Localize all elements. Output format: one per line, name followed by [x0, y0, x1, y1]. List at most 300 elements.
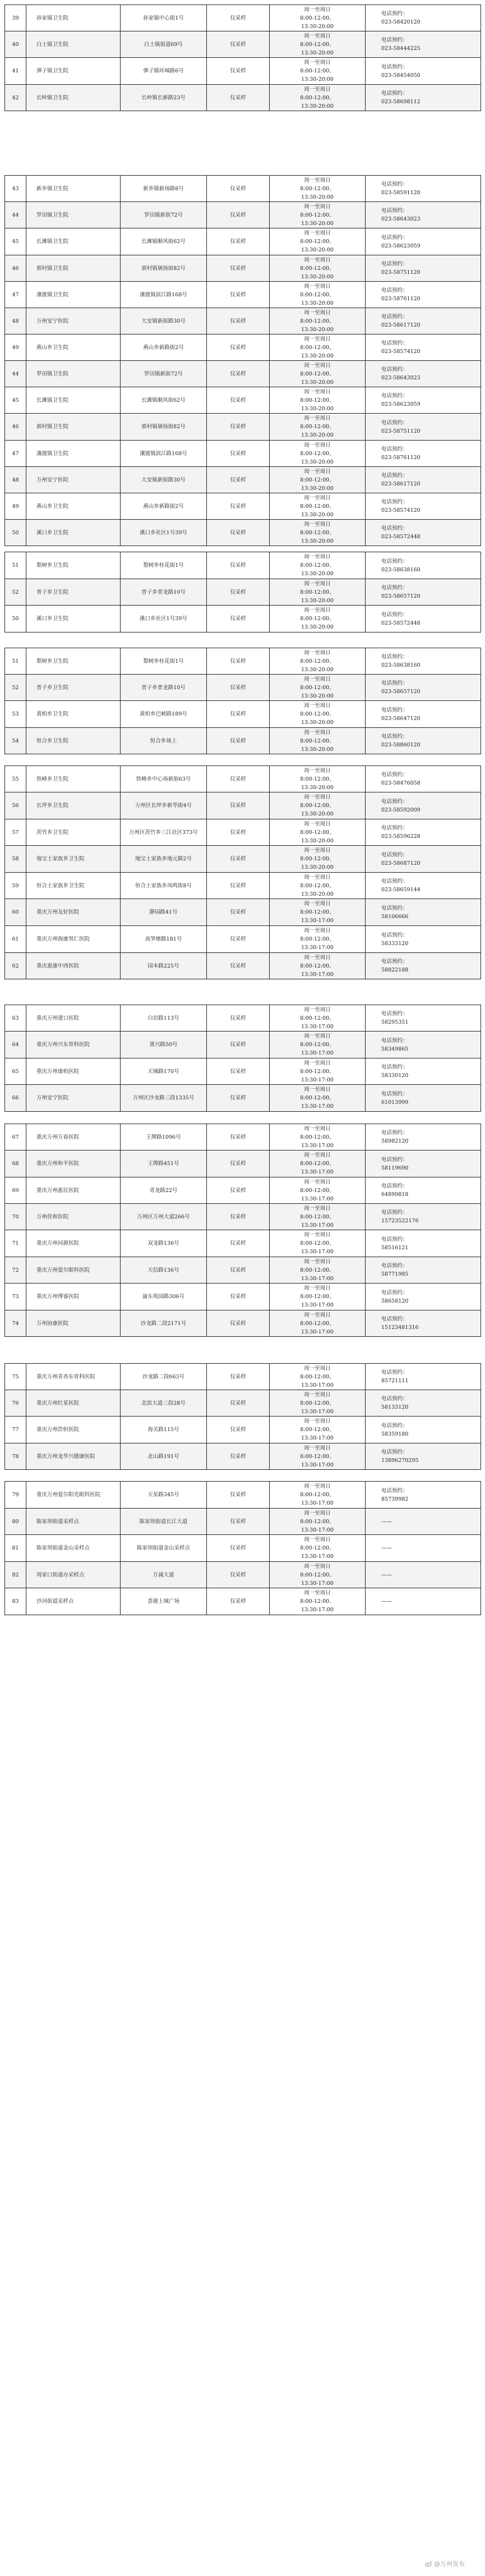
opening-hours — [270, 1177, 366, 1204]
phone-booking — [366, 1588, 481, 1615]
hours-line: 8:00-12:00、 — [300, 476, 335, 483]
service-type: 仅采样 — [207, 579, 270, 606]
row-number: 46 — [5, 414, 26, 441]
phone-booking — [366, 85, 481, 111]
phone-line: 电话预约： — [381, 181, 408, 187]
site-name: 孙家镇卫生院 — [26, 5, 121, 31]
site-name: 普子乡卫生院 — [26, 675, 121, 701]
table-row — [5, 648, 481, 675]
hours-line: 13:30-20:00 — [301, 891, 334, 897]
hours-line: 8:00-12:00、 — [300, 882, 335, 889]
opening-hours — [270, 1482, 366, 1509]
hours-line: 周一至周日 — [304, 494, 331, 501]
phone-line: 58133120 — [381, 1404, 409, 1410]
opening-hours — [270, 387, 366, 414]
phone-line: 58106666 — [381, 913, 409, 920]
phone-booking — [366, 792, 481, 819]
opening-hours — [270, 1310, 366, 1337]
hours-line: 周一至周日 — [304, 1563, 331, 1570]
phone-booking — [366, 520, 481, 546]
site-name: 重庆万州建口医院 — [26, 1005, 121, 1032]
phone-line: 58119690 — [381, 1165, 409, 1171]
phone-booking — [366, 1124, 481, 1151]
service-type: 仅采样 — [207, 31, 270, 58]
service-type: 仅采样 — [207, 899, 270, 926]
opening-hours — [270, 308, 366, 334]
hours-line: 8:00-12:00、 — [300, 1492, 335, 1498]
table-row — [5, 926, 481, 953]
service-type: 仅采样 — [207, 1417, 270, 1443]
phone-line: 023-58761120 — [381, 455, 421, 461]
site-name: 重庆万州爱尔眼科医院 — [26, 1257, 121, 1284]
hours-line: 周一至周日 — [304, 521, 331, 528]
table-row — [5, 1032, 481, 1058]
hours-line: 8:00-12:00、 — [300, 1518, 335, 1525]
row-number: 44 — [5, 361, 26, 387]
row-number: 71 — [5, 1230, 26, 1257]
hours-line: 13:30-17:00 — [301, 1050, 334, 1056]
hours-line: 周一至周日 — [304, 1483, 331, 1489]
phone-line: 电话预约： — [381, 1487, 408, 1494]
phone-booking — [366, 899, 481, 926]
phone-booking — [366, 1443, 481, 1470]
table-row — [5, 1310, 481, 1337]
hours-line: 周一至周日 — [304, 388, 331, 395]
site-name: 溪口乡卫生院 — [26, 606, 121, 632]
site-name: 周家口街道办采样点 — [26, 1562, 121, 1588]
hours-line: 8:00-12:00、 — [300, 1373, 335, 1380]
table-row — [5, 520, 481, 546]
hours-line: 13:30-20:00 — [301, 538, 334, 544]
hours-line: 周一至周日 — [304, 283, 331, 290]
phone-booking — [366, 1364, 481, 1390]
opening-hours — [270, 85, 366, 111]
phone-booking — [366, 846, 481, 873]
hours-line: 8:00-12:00、 — [300, 737, 335, 744]
phone-line: 电话预约： — [381, 680, 408, 686]
phone-line: 电话预约： — [381, 585, 408, 591]
hours-line: 13:30-17:00 — [301, 1328, 334, 1335]
site-name: 溪口乡卫生院 — [26, 520, 121, 546]
service-type: 仅采样 — [207, 228, 270, 255]
phone-booking — [366, 648, 481, 675]
table-row — [5, 361, 481, 387]
table-row — [5, 819, 481, 846]
hours-line: 8:00-12:00、 — [300, 1240, 335, 1246]
opening-hours — [270, 202, 366, 228]
phone-line: 023-58751120 — [381, 428, 421, 434]
service-type: 仅采样 — [207, 202, 270, 228]
phone-line: 023-58860120 — [381, 742, 421, 748]
row-number: 51 — [5, 648, 26, 675]
hours-line: 周一至周日 — [304, 1152, 331, 1158]
row-number: 49 — [5, 334, 26, 361]
row-number: 81 — [5, 1535, 26, 1562]
hours-line: 8:00-12:00、 — [300, 450, 335, 457]
site-address: 恒合土家族乡凤鸣街8号 — [121, 873, 207, 899]
phone-booking — [366, 308, 481, 334]
site-name: 陈家坝街道采样点 — [26, 1509, 121, 1535]
row-number: 59 — [5, 873, 26, 899]
phone-line: 023-58687120 — [381, 860, 421, 867]
phone-line: —— — [381, 1545, 392, 1551]
service-type: 仅采样 — [207, 467, 270, 493]
row-number: 57 — [5, 819, 26, 846]
phone-booking — [366, 1284, 481, 1310]
phone-line: 电话预约： — [381, 878, 408, 884]
site-name: 白土镇卫生院 — [26, 31, 121, 58]
service-type: 仅采样 — [207, 1257, 270, 1284]
phone-booking — [366, 31, 481, 58]
phone-line: 023-58617120 — [381, 481, 421, 487]
opening-hours — [270, 31, 366, 58]
hours-line: 13:30-20:00 — [301, 379, 334, 386]
hours-line: 周一至周日 — [304, 901, 331, 907]
phone-line: 023-58596228 — [381, 833, 421, 840]
service-type: 仅采样 — [207, 606, 270, 632]
service-type: 仅采样 — [207, 1284, 270, 1310]
hours-line: 8:00-12:00、 — [300, 1161, 335, 1167]
table-row — [5, 1562, 481, 1588]
site-name: 万州协康医院 — [26, 1310, 121, 1337]
opening-hours — [270, 282, 366, 308]
phone-booking — [366, 728, 481, 754]
phone-booking — [366, 467, 481, 493]
table-row — [5, 1417, 481, 1443]
phone-booking — [366, 873, 481, 899]
opening-hours — [270, 1535, 366, 1562]
phone-booking — [366, 202, 481, 228]
table-3 — [4, 552, 481, 632]
hours-line: 周一至周日 — [304, 729, 331, 736]
phone-line: 023-58476058 — [381, 780, 421, 786]
phone-line: 023-58623059 — [381, 401, 421, 407]
row-number: 66 — [5, 1085, 26, 1112]
row-number: 48 — [5, 308, 26, 334]
table-row — [5, 493, 481, 520]
site-name: 罗田镇卫生院 — [26, 361, 121, 387]
hours-line: 8:00-12:00、 — [300, 1571, 335, 1578]
phone-line: 023-58647120 — [381, 715, 421, 722]
phone-line: 电话预约： — [381, 1263, 408, 1269]
hours-line: 13:30-20:00 — [301, 76, 334, 82]
phone-booking — [366, 701, 481, 728]
row-number: 55 — [5, 766, 26, 792]
phone-booking — [366, 1230, 481, 1257]
phone-booking — [366, 441, 481, 467]
phone-line: 电话预约： — [381, 287, 408, 294]
site-address: 天城路170号 — [121, 1058, 207, 1085]
hours-line: 周一至周日 — [304, 767, 331, 774]
hours-line: 周一至周日 — [304, 33, 331, 39]
hours-line: 8:00-12:00、 — [300, 424, 335, 430]
site-address: 万诚大道 — [121, 1562, 207, 1588]
site-address: 荟港上城广场 — [121, 1588, 207, 1615]
phone-booking — [366, 552, 481, 579]
service-type: 仅采样 — [207, 1124, 270, 1151]
service-type: 仅采样 — [207, 441, 270, 467]
site-address: 万州区万州大道266号 — [121, 1204, 207, 1230]
phone-booking — [366, 819, 481, 846]
site-name: 重庆万州红星医院 — [26, 1390, 121, 1417]
site-name: 郭村镇卫生院 — [26, 255, 121, 282]
opening-hours — [270, 1230, 366, 1257]
table-1 — [4, 4, 481, 111]
hours-line: 8:00-12:00、 — [300, 711, 335, 717]
phone-booking — [366, 1417, 481, 1443]
hours-line: 8:00-12:00、 — [300, 936, 335, 942]
opening-hours — [270, 648, 366, 675]
service-type: 仅采样 — [207, 701, 270, 728]
row-number: 40 — [5, 31, 26, 58]
phone-line: 023-58638160 — [381, 566, 421, 573]
phone-line: 15123481316 — [381, 1324, 419, 1331]
hours-line: 周一至周日 — [304, 1418, 331, 1424]
phone-line: 023-58444225 — [381, 45, 421, 52]
row-number: 73 — [5, 1284, 26, 1310]
phone-line: 58771985 — [381, 1271, 409, 1277]
phone-booking — [366, 1310, 481, 1337]
site-name: 普子乡卫生院 — [26, 579, 121, 606]
row-number: 42 — [5, 85, 26, 111]
opening-hours — [270, 1032, 366, 1058]
row-number: 51 — [5, 552, 26, 579]
phone-line: 023-58643023 — [381, 375, 421, 381]
hours-line: 13:30-20:00 — [301, 49, 334, 56]
phone-booking — [366, 1032, 481, 1058]
hours-line: 8:00-12:00、 — [300, 1015, 335, 1021]
site-address: 罗田镇新街72号 — [121, 361, 207, 387]
site-address: 白土镇街道69号 — [121, 31, 207, 58]
phone-line: 023-58574120 — [381, 507, 421, 514]
phone-booking — [366, 926, 481, 953]
phone-booking — [366, 334, 481, 361]
phone-line: 58349865 — [381, 1046, 409, 1052]
phone-line: 电话预约： — [381, 366, 408, 373]
opening-hours — [270, 1284, 366, 1310]
phone-line: 电话预约： — [381, 772, 408, 778]
opening-hours — [270, 606, 366, 632]
hours-line: 周一至周日 — [304, 1365, 331, 1372]
hours-line: 13:30-17:00 — [301, 1275, 334, 1282]
site-name: 瀼渡镇卫生院 — [26, 441, 121, 467]
phone-line: 电话预约： — [381, 798, 408, 805]
phone-line: 电话预约： — [381, 446, 408, 452]
table-row — [5, 1482, 481, 1509]
service-type: 仅采样 — [207, 1151, 270, 1177]
phone-line: 电话预约： — [381, 1209, 408, 1216]
table-4 — [4, 648, 481, 754]
hours-line: 周一至周日 — [304, 230, 331, 236]
hours-line: 周一至周日 — [304, 554, 331, 560]
hours-line: 8:00-12:00、 — [300, 803, 335, 809]
table-9 — [4, 1481, 481, 1615]
service-type: 仅采样 — [207, 792, 270, 819]
row-number: 64 — [5, 1032, 26, 1058]
hours-line: 13:30-17:00 — [301, 1103, 334, 1110]
hours-line: 13:30-17:00 — [301, 1580, 334, 1587]
phone-line: 023-58761120 — [381, 296, 421, 302]
hours-line: 周一至周日 — [304, 1258, 331, 1265]
table-row — [5, 308, 481, 334]
site-name: 黄柏乡卫生院 — [26, 701, 121, 728]
site-address: 溪口乡社区1号39号 — [121, 520, 207, 546]
service-type: 仅采样 — [207, 1482, 270, 1509]
service-type: 仅采样 — [207, 308, 270, 334]
site-address: 弹子镇环城路6号 — [121, 58, 207, 85]
hours-line: 周一至周日 — [304, 6, 331, 13]
phone-line: 电话预约： — [381, 419, 408, 426]
phone-line: 023-58657120 — [381, 593, 421, 599]
site-name: 长滩镇卫生院 — [26, 387, 121, 414]
service-type: 仅采样 — [207, 1588, 270, 1615]
hours-line: 周一至周日 — [304, 362, 331, 369]
service-type: 仅采样 — [207, 520, 270, 546]
phone-line: 023-58572448 — [381, 620, 421, 626]
phone-line: 58982120 — [381, 1138, 409, 1144]
phone-line: 电话预约： — [381, 90, 408, 97]
service-type: 仅采样 — [207, 846, 270, 873]
row-number: 49 — [5, 493, 26, 520]
hours-line: 13:30-17:00 — [301, 945, 334, 951]
hours-line: 周一至周日 — [304, 86, 331, 93]
row-number: 80 — [5, 1509, 26, 1535]
table-row — [5, 606, 481, 632]
service-type: 仅采样 — [207, 819, 270, 846]
phone-booking — [366, 5, 481, 31]
phone-line: 电话预约： — [381, 1289, 408, 1296]
opening-hours — [270, 441, 366, 467]
site-address: 黄柏乡巴峡路189号 — [121, 701, 207, 728]
site-address: 静园路41号 — [121, 899, 207, 926]
table-row — [5, 675, 481, 701]
hours-line: 8:00-12:00、 — [300, 1400, 335, 1406]
phone-line: —— — [381, 1571, 392, 1578]
phone-line: 023-58638160 — [381, 662, 421, 668]
hours-line: 周一至周日 — [304, 1445, 331, 1451]
service-type: 仅采样 — [207, 334, 270, 361]
opening-hours — [270, 552, 366, 579]
phone-line: 58295351 — [381, 1019, 409, 1025]
row-number: 79 — [5, 1482, 26, 1509]
table-row — [5, 85, 481, 111]
hours-line: 周一至周日 — [304, 1033, 331, 1039]
site-address: 沙龙路二段663号 — [121, 1364, 207, 1390]
hours-line: 8:00-12:00、 — [300, 1320, 335, 1327]
phone-line: 58330120 — [381, 1072, 409, 1079]
row-number: 78 — [5, 1443, 26, 1470]
table-row — [5, 1005, 481, 1032]
service-type: 仅采样 — [207, 1204, 270, 1230]
site-address: 北滨大道三段28号 — [121, 1390, 207, 1417]
table-row — [5, 282, 481, 308]
hours-line: 周一至周日 — [304, 1312, 331, 1318]
site-name: 重庆万州友好医院 — [26, 899, 121, 926]
phone-booking — [366, 255, 481, 282]
phone-line: 电话预约： — [381, 959, 408, 965]
phone-line: 61013999 — [381, 1099, 409, 1106]
table-row — [5, 202, 481, 228]
opening-hours — [270, 873, 366, 899]
opening-hours — [270, 728, 366, 754]
table-8 — [4, 1363, 481, 1470]
phone-line: 电话预约： — [381, 1130, 408, 1136]
row-number: 43 — [5, 176, 26, 202]
phone-line: 13896270295 — [381, 1457, 419, 1464]
service-type: 仅采样 — [207, 1230, 270, 1257]
site-address: 燕山乡新路街2号 — [121, 493, 207, 520]
opening-hours — [270, 255, 366, 282]
site-address: 普子乡普龙路10号 — [121, 579, 207, 606]
hours-line: 周一至周日 — [304, 1006, 331, 1013]
site-name: 新乡镇卫生院 — [26, 176, 121, 202]
opening-hours — [270, 1058, 366, 1085]
site-name: 重庆万州爱尔阳光眼科医院 — [26, 1482, 121, 1509]
site-name: 重庆惠康中西医院 — [26, 953, 121, 979]
hours-line: 周一至周日 — [304, 649, 331, 656]
row-number: 65 — [5, 1058, 26, 1085]
phone-booking — [366, 1177, 481, 1204]
hours-line: 8:00-12:00、 — [300, 909, 335, 915]
hours-line: 周一至周日 — [304, 821, 331, 827]
phone-booking — [366, 361, 481, 387]
service-type: 仅采样 — [207, 176, 270, 202]
table-row — [5, 1443, 481, 1470]
phone-booking — [366, 176, 481, 202]
table-row — [5, 1230, 481, 1257]
hours-line: 13:30-17:00 — [301, 918, 334, 924]
hours-line: 8:00-12:00、 — [300, 239, 335, 245]
phone-booking — [366, 579, 481, 606]
opening-hours — [270, 1588, 366, 1615]
hours-line: 13:30-20:00 — [301, 746, 334, 753]
phone-booking — [366, 1085, 481, 1112]
opening-hours — [270, 926, 366, 953]
phone-line: 电话预约： — [381, 1037, 408, 1044]
site-address: 渝东苑园路306号 — [121, 1284, 207, 1310]
row-number: 61 — [5, 926, 26, 953]
site-name: 恒合乡卫生院 — [26, 728, 121, 754]
hours-line: 8:00-12:00、 — [300, 684, 335, 691]
hours-line: 周一至周日 — [304, 1510, 331, 1516]
site-name: 陈家坝街道金山采样点 — [26, 1535, 121, 1562]
row-number: 77 — [5, 1417, 26, 1443]
hours-line: 8:00-12:00、 — [300, 1134, 335, 1140]
hours-line: 周一至周日 — [304, 874, 331, 881]
row-number: 41 — [5, 58, 26, 85]
phone-booking — [366, 1509, 481, 1535]
service-type: 仅采样 — [207, 648, 270, 675]
site-name: 燕山乡卫生院 — [26, 334, 121, 361]
opening-hours — [270, 1124, 366, 1151]
table-row — [5, 5, 481, 31]
site-name: 万州安宁医院 — [26, 308, 121, 334]
site-name: 重庆万州浩恒医院 — [26, 1417, 121, 1443]
table-row — [5, 1085, 481, 1112]
hours-line: 8:00-12:00、 — [300, 41, 335, 48]
hours-line: 8:00-12:00、 — [300, 829, 335, 836]
hours-line: 13:30-17:00 — [301, 1195, 334, 1202]
row-number: 76 — [5, 1390, 26, 1417]
site-address: 大安镇新街路30号 — [121, 308, 207, 334]
hours-line: 8:00-12:00、 — [300, 94, 335, 101]
site-name: 沙河街道采样点 — [26, 1588, 121, 1615]
phone-line: 电话预约： — [381, 1236, 408, 1243]
site-name: 弹子镇卫生院 — [26, 58, 121, 85]
table-row — [5, 1151, 481, 1177]
hours-line: 周一至周日 — [304, 1391, 331, 1398]
phone-booking — [366, 493, 481, 520]
